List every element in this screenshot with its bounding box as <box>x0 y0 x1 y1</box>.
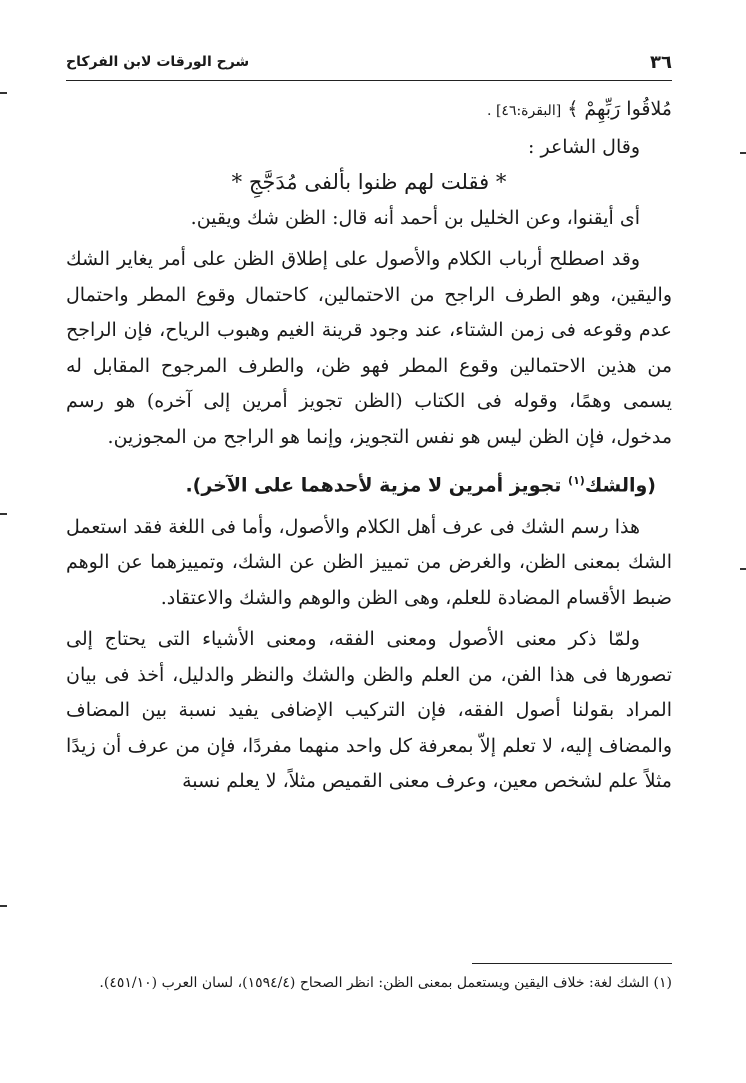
scan-edge-mark <box>0 92 7 94</box>
paragraph-2: وقد اصطلح أرباب الكلام والأصول على إطلاق الظن على أمر يغاير الشك واليقين، وهو الطرف الراجح من الاحتمالين، كاحتمال وقوع المطر واحتمال عدم وقوعه فى زمن الشتاء، عند وجود قرينة الغيم وهبوب الرياح، فإن الراجح من هذين الاحتمالين وقوع المطر فهو ظن، والطرف المرجوح المقابل له يسمى وهمًا، وقوله فى الكتاب (الظن تجويز أمرين إلى آخره) هو رسم مدخول، فإن الظن ليس هو نفس التجويز، وإنما هو الراجح من المجوزين. <box>66 248 672 448</box>
scan-edge-mark <box>740 568 746 570</box>
scan-edge-mark <box>0 513 7 515</box>
header-rule <box>66 80 672 81</box>
definition-word: (والشك <box>584 474 656 497</box>
definition-heading <box>66 463 672 504</box>
poet-intro: وقال الشاعر : <box>528 135 640 158</box>
verse-quote: مُلاقُوا رَبِّهِمْ ﴾ <box>567 98 672 120</box>
definition-text: تجويز أمرين لا مزية لأحدهما على الآخر). <box>185 474 569 497</box>
body-text <box>66 92 672 800</box>
footnote-rule <box>472 963 672 964</box>
verse-reference: [البقرة:٤٦] . <box>487 103 562 119</box>
footnote <box>66 970 672 996</box>
footnote-reference: (١) <box>568 474 585 487</box>
paragraph-4: ولمّا ذكر معنى الأصول ومعنى الفقه، ومعنى الأشياء التى يحتاج إلى تصورها فى هذا الفن، من العلم والظن والشك والنظر والدليل، أخذ فى بيان المراد بقولنا أصول الفقه، فإن التركيب الإضافى يفيد نسبة بين المضاف والمضاف إليه، لا تعلم إلاّ بمعرفة كل واحد منهما مفردًا، فإن من عرف أن زيدًا مثلاً علم لشخص معين، وعرف معنى القميص مثلاً، لا يعلم نسبة <box>66 628 672 793</box>
scan-edge-mark <box>0 905 7 907</box>
running-title: شرح الورقات لابن الفركاح <box>66 54 250 70</box>
scan-edge-mark <box>740 152 746 154</box>
verse-line <box>66 92 672 130</box>
poem-line: * فقلت لهم ظنوا بألفى مُدَجَّجِ * <box>231 170 507 194</box>
page-number: ٣٦ <box>650 52 672 73</box>
page-header <box>66 52 672 76</box>
paragraph-1: أى أيقنوا، وعن الخليل بن أحمد أنه قال: الظن شك ويقين. <box>190 206 640 229</box>
footnote-text: (١) الشك لغة: خلاف اليقين ويستعمل بمعنى الظن: انظر الصحاح (١٥٩٤/٤)، لسان العرب (٤٥١/١٠). <box>99 975 672 991</box>
paragraph-3: هذا رسم الشك فى عرف أهل الكلام والأصول، وأما فى اللغة فقد استعمل الشك بمعنى الظن، والغرض من تمييز الظن عن الشك، وتمييزهما عن الوهم ضبط الأقسام المضادة للعلم، وهى الظن والوهم والشك والاعتقاد. <box>66 515 672 609</box>
